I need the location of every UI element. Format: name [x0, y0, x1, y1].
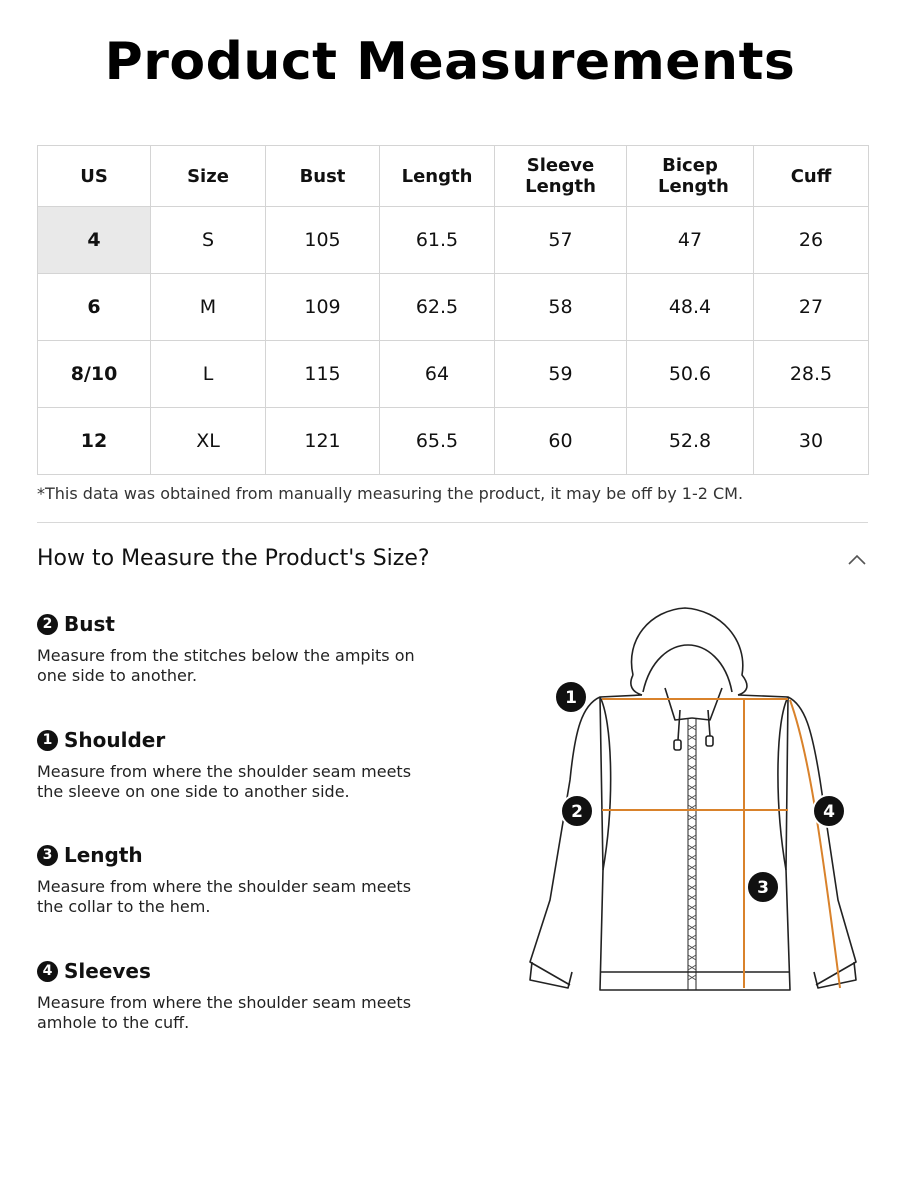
header-size: Size	[151, 146, 266, 207]
cell-bust: 105	[266, 207, 380, 274]
header-us: US	[38, 146, 151, 207]
svg-text:4: 4	[823, 802, 835, 822]
header-length: Length	[380, 146, 495, 207]
cell-us: 8/10	[38, 341, 151, 408]
number-badge: 2	[37, 614, 58, 635]
chevron-up-icon[interactable]	[846, 553, 868, 567]
cell-length: 62.5	[380, 274, 495, 341]
cell-bust: 115	[266, 341, 380, 408]
cell-us: 6	[38, 274, 151, 341]
cell-sleeve-length: 57	[495, 207, 627, 274]
cell-sleeve-length: 59	[495, 341, 627, 408]
zip-hoodie-icon	[520, 600, 870, 1000]
number-badge: 1	[37, 730, 58, 751]
section-description: Measure from where the shoulder seam meets amhole to the cuff.	[37, 993, 412, 1032]
marker-1	[555, 681, 587, 713]
divider	[37, 522, 868, 523]
section-heading: Bust	[64, 612, 115, 636]
table-row	[38, 408, 869, 475]
number-badge: 4	[37, 961, 58, 982]
page-title: Product Measurements	[104, 32, 796, 92]
section-bust	[37, 612, 457, 686]
cell-size: S	[151, 207, 266, 274]
cell-bicep-length: 52.8	[627, 408, 754, 475]
table-row	[38, 274, 869, 341]
cell-sleeve-length: 58	[495, 274, 627, 341]
section-description: Measure from where the shoulder seam meets the sleeve on one side to another side.	[37, 762, 412, 801]
section-description: Measure from the stitches below the ampits on one side to another.	[37, 646, 415, 685]
svg-text:3: 3	[757, 878, 769, 898]
header-cuff: Cuff	[754, 146, 869, 207]
cell-length: 61.5	[380, 207, 495, 274]
cell-sleeve-length: 60	[495, 408, 627, 475]
cell-bust: 109	[266, 274, 380, 341]
cell-cuff: 28.5	[754, 341, 869, 408]
cell-size: M	[151, 274, 266, 341]
table-row	[38, 341, 869, 408]
header-bicep-length: Bicep Length	[627, 146, 754, 207]
cell-bicep-length: 48.4	[627, 274, 754, 341]
marker-2	[561, 795, 593, 827]
section-heading: Sleeves	[64, 959, 151, 983]
cell-us: 12	[38, 408, 151, 475]
cell-size: XL	[151, 408, 266, 475]
svg-text:2: 2	[571, 802, 583, 822]
section-heading: Length	[64, 843, 143, 867]
cell-size: L	[151, 341, 266, 408]
marker-4	[813, 795, 845, 827]
svg-text:1: 1	[565, 688, 577, 708]
table-header-row	[38, 146, 869, 207]
header-bust: Bust	[266, 146, 380, 207]
cell-cuff: 26	[754, 207, 869, 274]
header-sleeve-length: Sleeve Length	[495, 146, 627, 207]
section-heading: Shoulder	[64, 728, 166, 752]
cell-length: 65.5	[380, 408, 495, 475]
section-length	[37, 843, 457, 917]
section-shoulder	[37, 728, 457, 802]
measurement-note: *This data was obtained from manually measuring the product, it may be off by 1-2 CM.	[37, 484, 744, 503]
cell-length: 64	[380, 341, 495, 408]
cell-bicep-length: 47	[627, 207, 754, 274]
cell-us: 4	[38, 207, 151, 274]
section-description: Measure from where the shoulder seam meets the collar to the hem.	[37, 877, 412, 916]
cell-cuff: 27	[754, 274, 869, 341]
how-to-measure-title[interactable]: How to Measure the Product's Size?	[37, 546, 430, 571]
cell-cuff: 30	[754, 408, 869, 475]
table-row	[38, 207, 869, 274]
cell-bicep-length: 50.6	[627, 341, 754, 408]
section-sleeves	[37, 959, 457, 1033]
number-badge: 3	[37, 845, 58, 866]
marker-3	[747, 871, 779, 903]
cell-bust: 121	[266, 408, 380, 475]
size-table	[37, 145, 869, 475]
